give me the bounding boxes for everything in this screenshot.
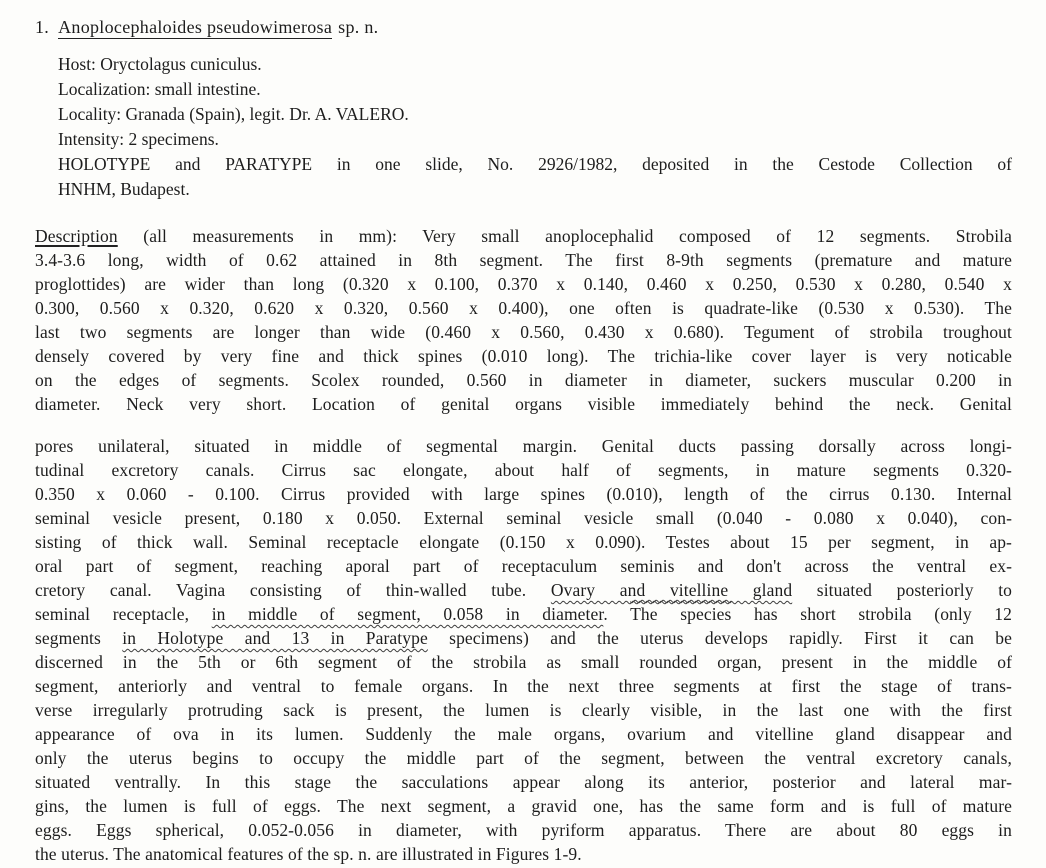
text-line: sisting of thick wall. Seminal receptacle elongate (0.150 x 0.090). Testes about 15 per segment, in ap- <box>35 532 1012 552</box>
text-line: proglottides) are wider than long (0.320 x 0.100, 0.370 x 0.140, 0.460 x 0.250, 0.530 x 0.280, 0.540 x <box>35 274 1012 294</box>
text-line: 0.300, 0.560 x 0.320, 0.620 x 0.320, 0.560 x 0.400), one often is quadrate-like (0.530 x 0.530). The <box>35 298 1012 318</box>
text-line: seminal vesicle present, 0.180 x 0.050. External seminal vesicle small (0.040 - 0.080 x 0.040), con- <box>35 508 1012 528</box>
text-line: last two segments are longer than wide (0.460 x 0.560, 0.430 x 0.680). Tegument of strobila troughout <box>35 322 1012 342</box>
pencil-mark: The species <box>630 604 732 624</box>
text-line: segments in Holotype and 13 in Paratype specimens) and the uterus develops rapidly. First it can be <box>35 628 1012 648</box>
text-line: gins, the lumen is full of eggs. The next segment, a gravid one, has the same form and is full of mature <box>35 796 1012 816</box>
pencil-mark: in Holotype and 13 in Paratype <box>122 628 428 648</box>
text-line: HNHM, Budapest. <box>58 179 190 199</box>
text-line: verse irregularly protruding sack is present, the lumen is clearly visible, in the last one with the first <box>35 700 1012 720</box>
species-name: Anoplocephaloides pseudowimerosa <box>58 17 333 37</box>
text-line: 0.350 x 0.060 - 0.100. Cirrus provided with large spines (0.010), length of the cirrus 0.130. Internal <box>35 484 1012 504</box>
text-line: HOLOTYPE and PARATYPE in one slide, No. 2926/1982, deposited in the Cestode Collection of <box>58 154 1012 174</box>
pencil-mark: in middle of segment, 0.058 in diameter <box>211 604 604 624</box>
text-line: pores unilateral, situated in middle of segmental margin. Genital ducts passing dorsally across longi- <box>35 436 1012 456</box>
text-line: the uterus. The anatomical features of the sp. n. are illustrated in Figures 1-9. <box>35 844 582 864</box>
text-line: on the edges of segments. Scolex rounded, 0.560 in diameter in diameter, suckers muscular 0.200 in <box>35 370 1012 390</box>
heading-number: 1. <box>35 17 50 37</box>
text-line: Description (all measurements in mm): Very small anoplocephalid composed of 12 segments. Strobila <box>35 226 1012 246</box>
text-line: Intensity: 2 specimens. <box>58 129 219 149</box>
text-line: oral part of segment, reaching aporal part of receptaculum seminis and don't across the ventral ex- <box>35 556 1012 576</box>
text-line: tudinal excretory canals. Cirrus sac elongate, about half of segments, in mature segments 0.320- <box>35 460 1012 480</box>
text-line: seminal receptacle, in middle of segment, 0.058 in diameter. The species has short strobila (only 12 <box>35 604 1013 624</box>
pencil-mark: Ovary and vitelline gland <box>550 580 793 600</box>
text-line: eggs. Eggs spherical, 0.052-0.056 in diameter, with pyriform apparatus. There are about 80 eggs in <box>35 820 1012 840</box>
text-line: densely covered by very fine and thick spines (0.010 long). The trichia-like cover layer is very noticable <box>35 346 1012 366</box>
text-line: Locality: Granada (Spain), legit. Dr. A. VALERO. <box>58 104 409 124</box>
underlined-heading-text: Description <box>35 226 118 246</box>
species-suffix: sp. n. <box>338 17 379 37</box>
text-line: appearance of ova in its lumen. Suddenly the male organs, ovarium and vitelline gland disappear and <box>35 724 1012 744</box>
text-line: discerned in the 5th or 6th segment of the strobila as small rounded organ, present in the middle of <box>35 652 1012 672</box>
description-paragraph-1 <box>35 224 1012 416</box>
text-line: 3.4-3.6 long, width of 0.62 attained in 8th segment. The first 8-9th segments (premature and mature <box>35 250 1012 270</box>
document-page <box>35 14 1012 868</box>
text-line: segment, anteriorly and ventral to female organs. In the next three segments at first the stage of trans- <box>35 676 1012 696</box>
text-line: diameter. Neck very short. Location of genital organs visible immediately behind the neck. Genital <box>35 394 1012 414</box>
text-line: Localization: small intestine. <box>58 79 261 99</box>
description-paragraph-2 <box>35 434 1012 866</box>
species-heading <box>35 14 1012 40</box>
specimen-details <box>58 52 1012 202</box>
text-line: situated ventrally. In this stage the sacculations appear along its anterior, posterior and lateral mar- <box>35 772 1012 792</box>
text-line: Host: Oryctolagus cuniculus. <box>58 54 262 74</box>
text-line: only the uterus begins to occupy the middle part of the segment, between the ventral excretory canals, <box>35 748 1012 768</box>
text-line: cretory canal. Vagina consisting of thin-walled tube. Ovary and vitelline gland situated posteriorly to <box>35 580 1013 600</box>
